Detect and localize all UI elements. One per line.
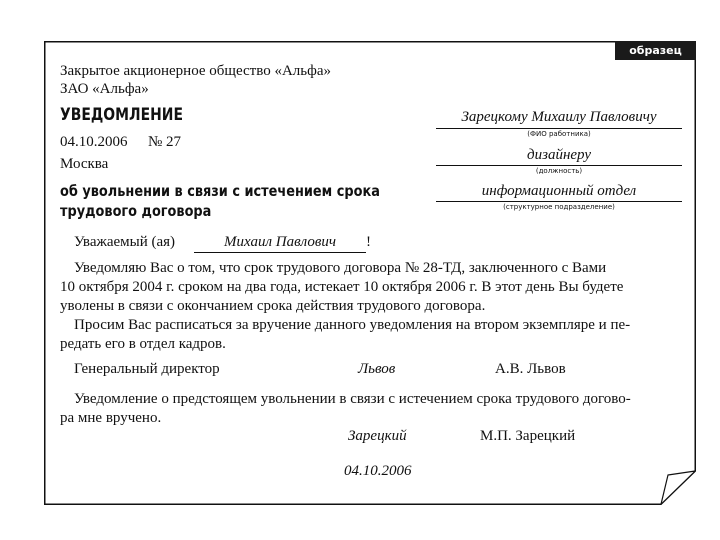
director-name: А.В. Львов <box>495 361 566 377</box>
document-date: 04.10.2006 <box>60 134 128 150</box>
document-sheet <box>44 41 696 505</box>
director-title: Генеральный директор <box>74 361 220 377</box>
addressee-name-caption: (ФИО работника) <box>527 130 591 138</box>
document-type: УВЕДОМЛЕНИЕ <box>60 105 183 125</box>
greeting-suffix: ! <box>366 234 371 250</box>
document-city: Москва <box>60 156 109 172</box>
addressee-department-line <box>436 201 682 202</box>
addressee-department: информационный отдел <box>481 183 637 199</box>
subject-line-1: об увольнении в связи с истечением срока <box>60 182 380 200</box>
body-p1-line3: уволены в связи с окончанием срока действия трудового договора. <box>60 298 486 314</box>
body-p2-line1: Просим Вас расписаться за вручение данного уведомления на втором экземпляре и пе- <box>74 317 631 333</box>
document-number: № 27 <box>148 134 182 150</box>
body-p2-line2: редать его в отдел кадров. <box>60 336 226 352</box>
sample-badge: образец <box>615 41 696 60</box>
addressee-name: Зарецкому Михаилу Павловичу <box>461 109 657 125</box>
acknowledgement-date: 04.10.2006 <box>344 463 412 479</box>
acknowledgement-line1: Уведомление о предстоящем увольнении в связи с истечением срока трудового догово- <box>74 391 631 407</box>
greeting-prefix: Уважаемый (ая) <box>74 234 176 250</box>
body-p1-line2: 10 октября 2004 г. сроком на два года, истекает 10 октября 2006 г. В этот день Вы будете <box>60 279 624 295</box>
addressee-name-line <box>436 128 682 129</box>
body-p1-line1: Уведомляю Вас о том, что срок трудового договора № 28-ТД, заключенного с Вами <box>74 260 607 276</box>
addressee-position: дизайнеру <box>527 147 591 163</box>
subject-line-2: трудового договора <box>60 202 212 220</box>
company-short-name: ЗАО «Альфа» <box>60 81 149 97</box>
acknowledgement-line2: ра мне вручено. <box>60 410 162 426</box>
addressee-position-caption: (должность) <box>535 167 583 175</box>
employee-signature: Зарецкий <box>348 428 407 444</box>
employee-name: М.П. Зарецкий <box>480 428 576 444</box>
director-signature: Львов <box>358 361 396 377</box>
greeting-name-line <box>194 252 366 253</box>
addressee-position-line <box>436 165 682 166</box>
addressee-department-caption: (структурное подразделение) <box>503 203 615 211</box>
greeting-name: Михаил Павлович <box>224 234 336 250</box>
company-full-name: Закрытое акционерное общество «Альфа» <box>60 63 331 79</box>
